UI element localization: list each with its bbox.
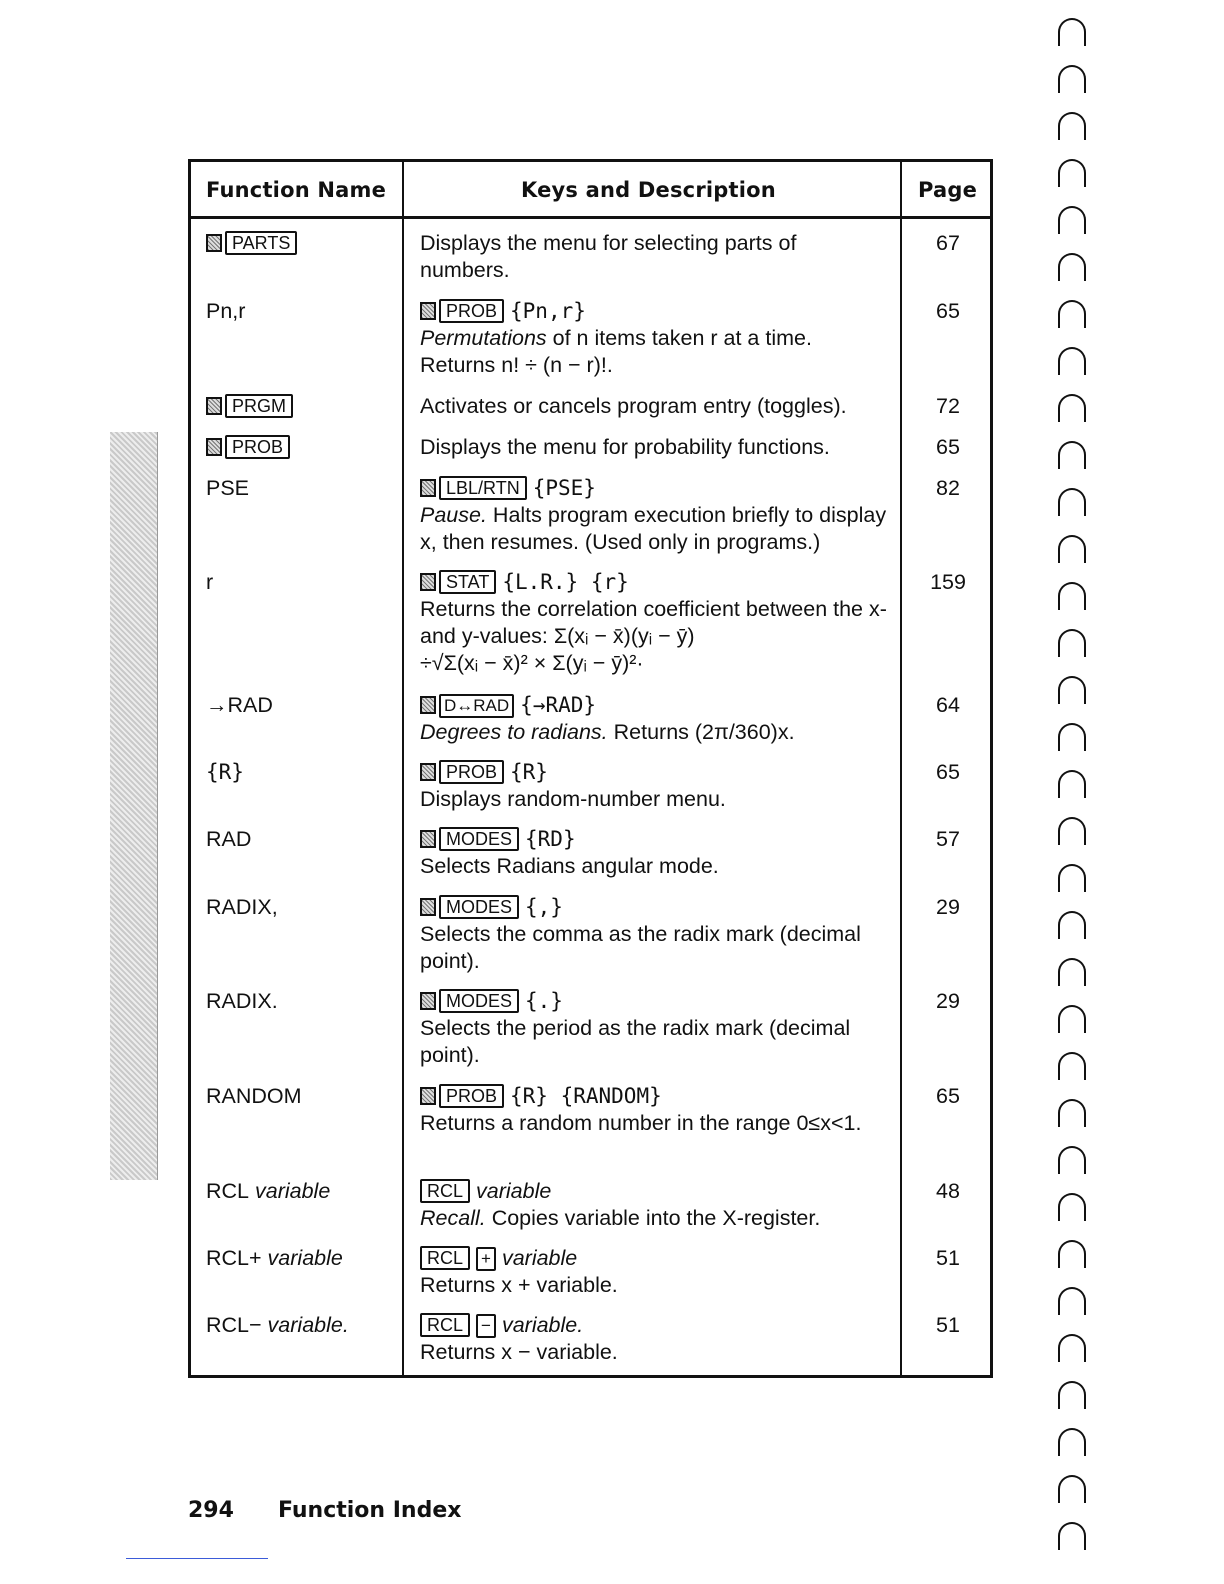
binding-ring-icon <box>1058 958 1086 986</box>
row-function-name: Pn,r <box>206 299 246 323</box>
function-index-table <box>188 159 993 1378</box>
row-page: 65 <box>936 299 960 323</box>
description-emphasis: Recall. <box>420 1206 486 1230</box>
key-modes: MODES <box>439 895 519 919</box>
key-prob: PROB <box>439 299 504 323</box>
row-page: 82 <box>936 476 960 500</box>
column-divider <box>900 162 902 1375</box>
binding-ring-icon <box>1058 864 1086 892</box>
binding-ring-icon <box>1058 300 1086 328</box>
row-description: Halts program execution briefly to display x, then resumes. (Used only in programs.) <box>420 503 887 554</box>
binding-ring-icon <box>1058 1381 1086 1409</box>
menu-label: {PSE} <box>532 476 596 500</box>
binding-ring-icon <box>1058 394 1086 422</box>
row-description: Activates or cancels program entry (toggles). <box>420 394 847 418</box>
key-minus: − <box>476 1314 496 1338</box>
row-page: 67 <box>936 231 960 255</box>
row-page: 159 <box>930 570 966 594</box>
binding-ring-icon <box>1058 676 1086 704</box>
key-rcl: RCL <box>420 1179 470 1203</box>
binding-ring-icon <box>1058 582 1086 610</box>
key-rcl: RCL <box>420 1313 470 1337</box>
row-description: Copies variable into the X-register. <box>485 1206 821 1230</box>
row-function-name: RCL− <box>206 1313 262 1337</box>
menu-label: {L.R.} {r} <box>502 570 629 594</box>
menu-label: {,} <box>525 895 563 919</box>
menu-label: variable. <box>501 1313 584 1337</box>
row-function-arg: variable. <box>261 1313 349 1337</box>
row-description: Returns x − variable. <box>420 1340 618 1364</box>
binding-ring-icon <box>1058 1522 1086 1550</box>
row-description: Returns x + variable. <box>420 1273 618 1297</box>
key-prgm: PRGM <box>225 394 293 418</box>
key-modes: MODES <box>439 827 519 851</box>
header-divider <box>191 216 990 219</box>
menu-label: variable <box>476 1179 552 1203</box>
row-function-name: RADIX, <box>206 895 278 919</box>
binding-ring-icon <box>1058 1428 1086 1456</box>
row-page: 29 <box>936 895 960 919</box>
binding-ring-icon <box>1058 253 1086 281</box>
key-modes: MODES <box>439 989 519 1013</box>
binding-ring-icon <box>1058 723 1086 751</box>
row-function-name: PSE <box>206 476 250 500</box>
key-prob: PROB <box>439 760 504 784</box>
row-function-arg: variable <box>261 1246 343 1270</box>
binding-ring-icon <box>1058 206 1086 234</box>
row-description: Displays the menu for probability functions. <box>420 435 830 459</box>
description-emphasis: Permutations <box>420 326 547 350</box>
binding-ring-icon <box>1058 535 1086 563</box>
shift-key-icon <box>420 696 436 714</box>
row-description: Displays the menu for selecting parts of numbers. <box>420 231 797 282</box>
thumb-index-tab <box>110 432 158 1180</box>
binding-ring-icon <box>1058 159 1086 187</box>
row-description: Selects the comma as the radix mark (decimal point). <box>420 922 861 973</box>
row-function-name: RANDOM <box>206 1084 302 1108</box>
binding-ring-icon <box>1058 1146 1086 1174</box>
row-description: Returns the correlation coefficient between the x- and y-values: Σ(xᵢ − x̄)(yᵢ − ȳ) <box>420 597 887 648</box>
row-description: Returns a random number in the range 0≤x<1. <box>420 1111 862 1135</box>
menu-label: {→RAD} <box>520 693 597 717</box>
binding-ring-icon <box>1058 1240 1086 1268</box>
shift-key-icon <box>420 992 436 1010</box>
link-underline <box>126 1558 268 1559</box>
binding-ring-icon <box>1058 65 1086 93</box>
binding-ring-icon <box>1058 1287 1086 1315</box>
row-function-name: RCL <box>206 1179 250 1203</box>
binding-ring-icon <box>1058 488 1086 516</box>
row-page: 29 <box>936 989 960 1013</box>
page-number: 294 <box>188 1498 234 1523</box>
shift-key-icon <box>420 302 436 320</box>
row-function-arg: variable <box>249 1179 331 1203</box>
row-description: of n items taken r at a time. Returns n! ÷ (n − r)!. <box>420 326 812 377</box>
key-stat: STAT <box>439 570 496 594</box>
row-page: 65 <box>936 760 960 784</box>
row-page: 65 <box>936 435 960 459</box>
key-d-rad: D↔RAD <box>439 694 514 718</box>
row-page: 65 <box>936 1084 960 1108</box>
shift-key-icon <box>206 234 222 252</box>
binding-ring-icon <box>1058 629 1086 657</box>
description-emphasis: Degrees to radians. <box>420 720 608 744</box>
row-page: 72 <box>936 394 960 418</box>
key-rcl: RCL <box>420 1246 470 1270</box>
menu-label: {R} {RANDOM} <box>510 1084 662 1108</box>
row-page: 64 <box>936 693 960 717</box>
row-page: 51 <box>936 1313 960 1337</box>
shift-key-icon <box>206 438 222 456</box>
shift-key-icon <box>420 1087 436 1105</box>
row-function-name: RADIX. <box>206 989 278 1013</box>
row-page: 57 <box>936 827 960 851</box>
shift-key-icon <box>420 573 436 591</box>
binding-ring-icon <box>1058 1193 1086 1221</box>
row-function-name: {R} <box>206 760 244 784</box>
key-plus: + <box>476 1247 496 1271</box>
description-emphasis: Pause. <box>420 503 487 527</box>
menu-label: {.} <box>525 989 563 1013</box>
row-page: 51 <box>936 1246 960 1270</box>
row-function-name: r <box>206 570 214 594</box>
spiral-binding <box>1052 18 1096 1558</box>
key-prob: PROB <box>225 435 290 459</box>
binding-ring-icon <box>1058 1475 1086 1503</box>
binding-ring-icon <box>1058 347 1086 375</box>
binding-ring-icon <box>1058 441 1086 469</box>
key-prob: PROB <box>439 1084 504 1108</box>
column-divider <box>402 162 404 1375</box>
row-description: Displays random-number menu. <box>420 787 726 811</box>
shift-key-icon <box>420 898 436 916</box>
header-keys-description: Keys and Description <box>521 178 776 202</box>
shift-key-icon <box>420 830 436 848</box>
key-lbl-rtn: LBL/RTN <box>439 476 527 500</box>
shift-key-icon <box>206 397 222 415</box>
row-function-name: RAD <box>206 827 252 851</box>
page-footer <box>188 1498 461 1523</box>
binding-ring-icon <box>1058 1334 1086 1362</box>
row-function-name: →RAD <box>206 693 273 717</box>
binding-ring-icon <box>1058 1052 1086 1080</box>
shift-key-icon <box>420 763 436 781</box>
row-page: 48 <box>936 1179 960 1203</box>
footer-title: Function Index <box>277 1498 462 1523</box>
row-description: Selects Radians angular mode. <box>420 854 719 878</box>
binding-ring-icon <box>1058 18 1086 46</box>
row-description: Returns (2π/360)x. <box>607 720 795 744</box>
formula-line: ÷√Σ(xᵢ − x̄)² × Σ(yᵢ − ȳ)²· <box>420 651 644 675</box>
header-function-name: Function Name <box>206 178 387 202</box>
header-page: Page <box>918 178 978 202</box>
binding-ring-icon <box>1058 911 1086 939</box>
binding-ring-icon <box>1058 1099 1086 1127</box>
row-function-name: RCL+ <box>206 1246 262 1270</box>
key-parts: PARTS <box>225 231 297 255</box>
menu-label: {R} <box>510 760 548 784</box>
menu-label: {RD} <box>525 827 576 851</box>
binding-ring-icon <box>1058 1005 1086 1033</box>
row-description: Selects the period as the radix mark (decimal point). <box>420 1016 851 1067</box>
binding-ring-icon <box>1058 112 1086 140</box>
binding-ring-icon <box>1058 817 1086 845</box>
binding-ring-icon <box>1058 770 1086 798</box>
menu-label: {Pn,r} <box>510 299 586 323</box>
shift-key-icon <box>420 479 436 497</box>
menu-label: variable <box>501 1246 578 1270</box>
